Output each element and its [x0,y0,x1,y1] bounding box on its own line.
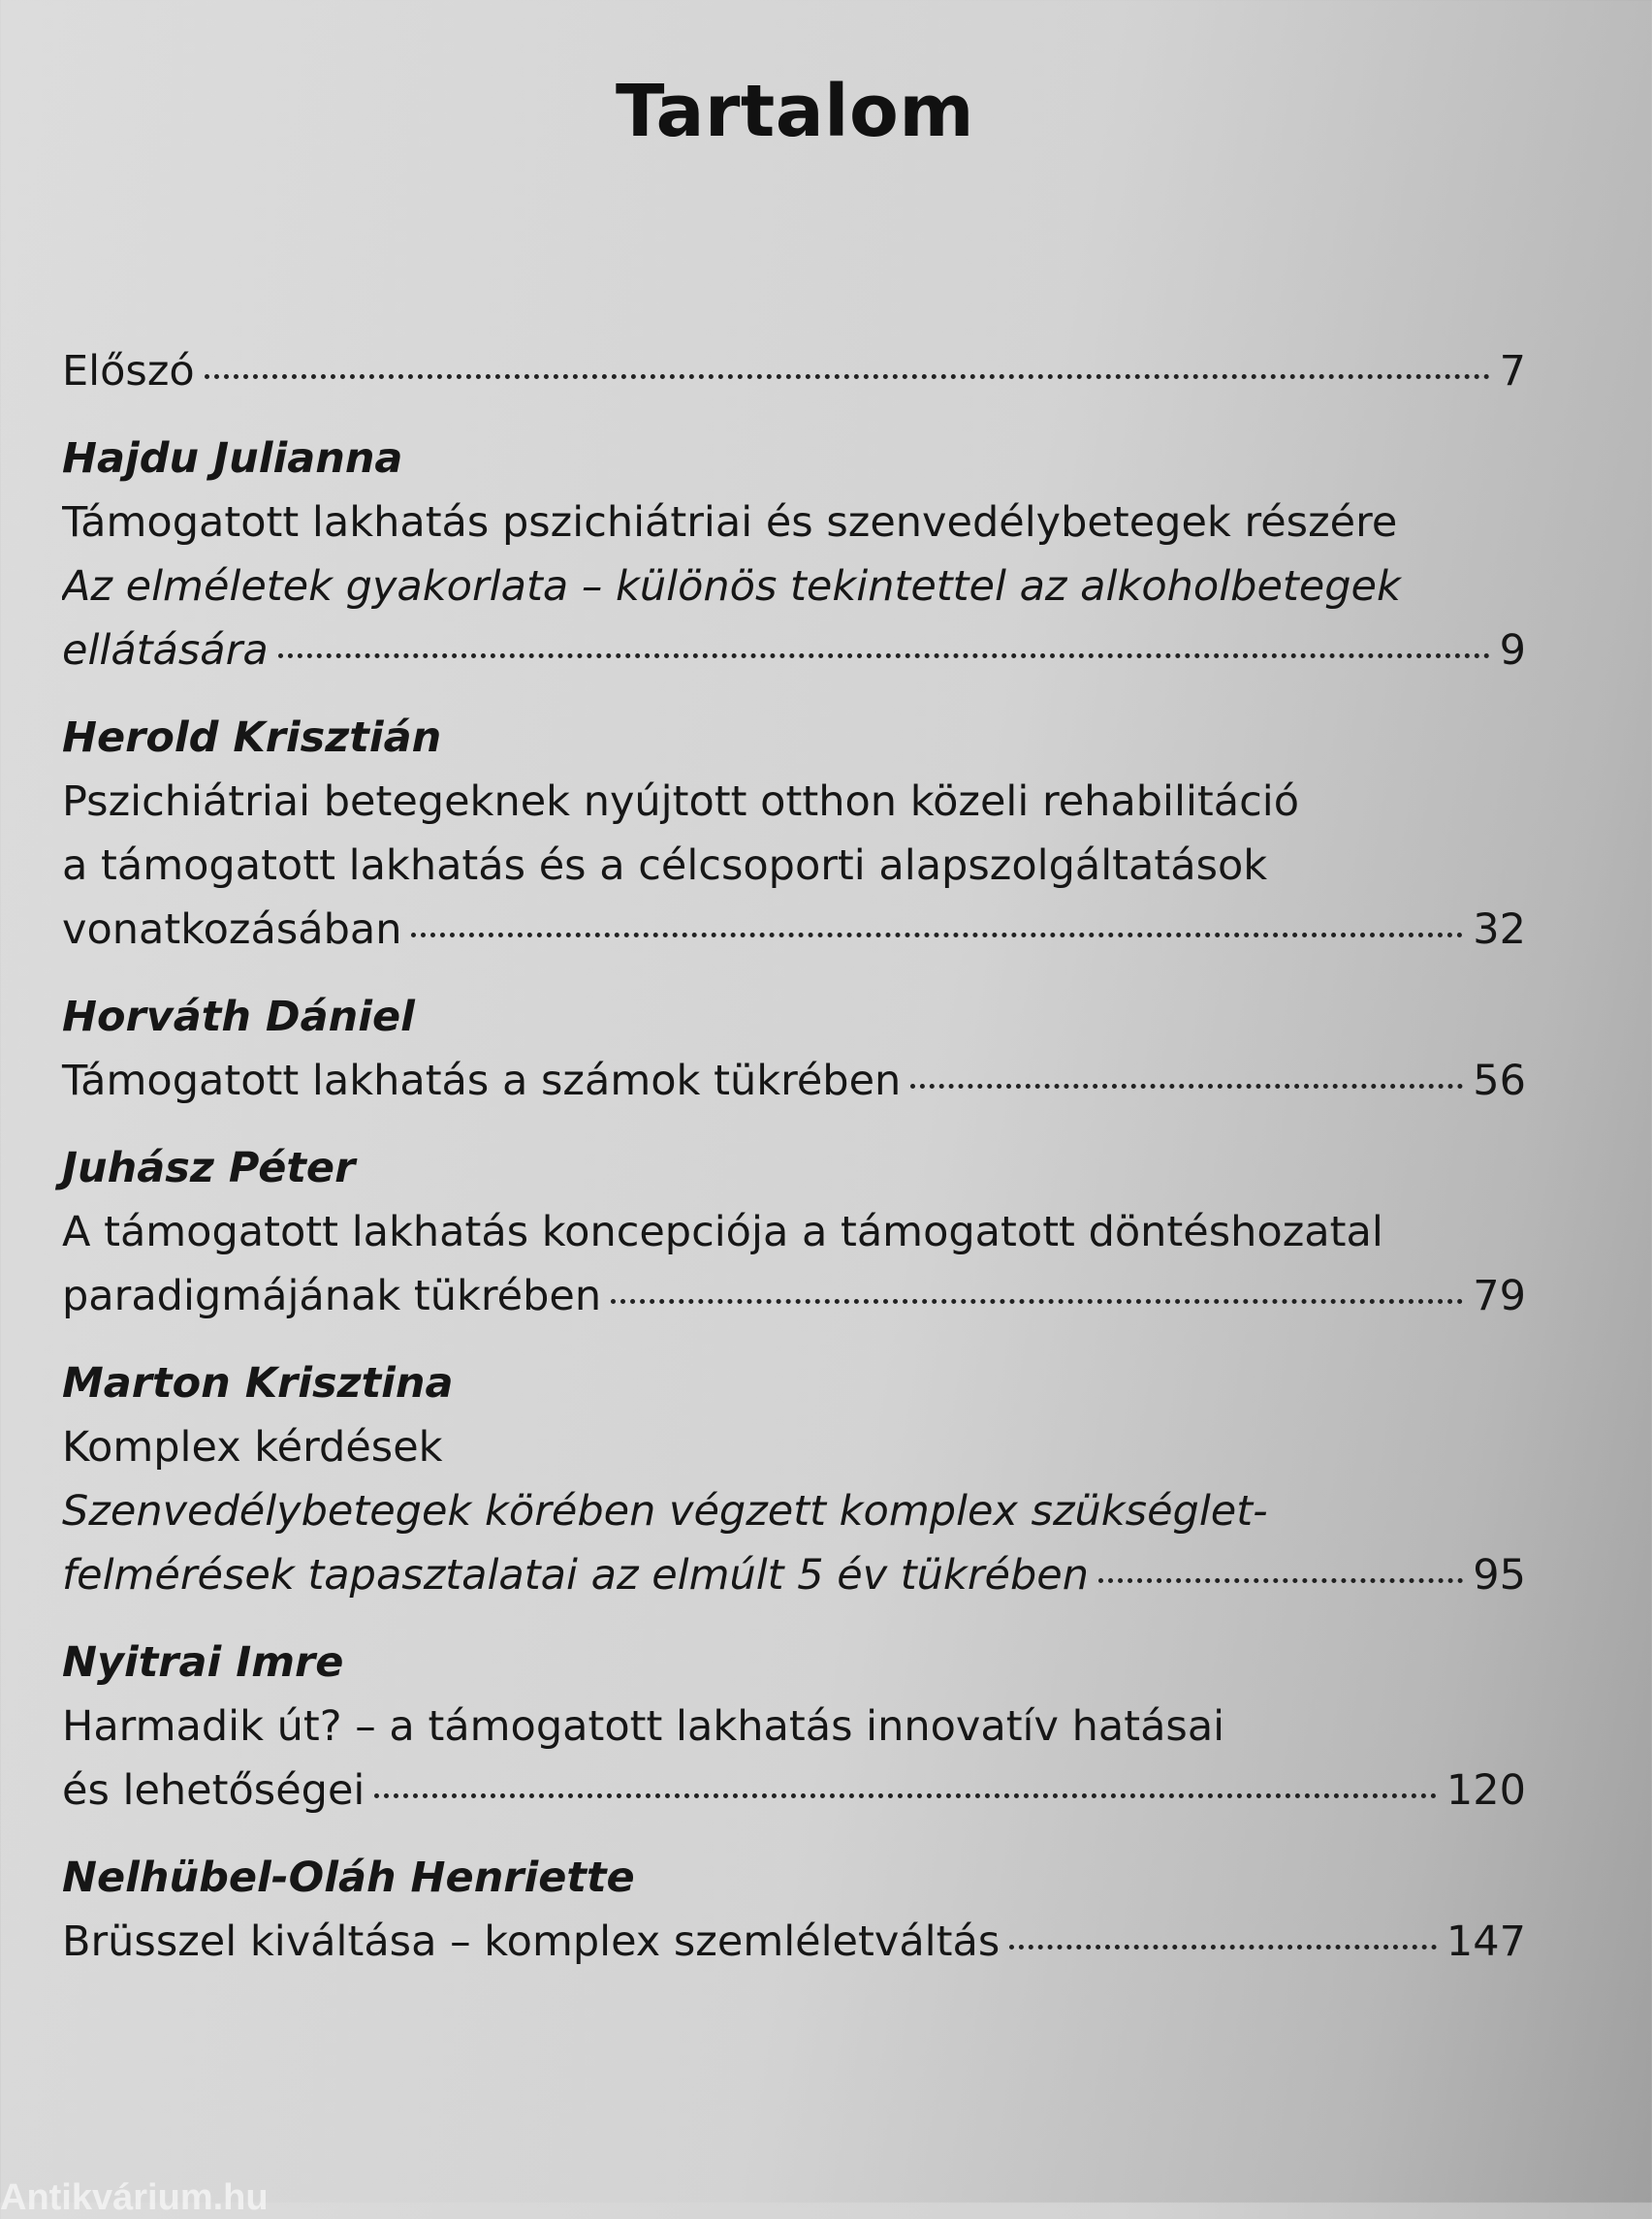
entry-final-text: paradigmájának tükrében [62,1272,602,1320]
entry-subtitle-line: Az elméletek gyakorlata – különös tekintettel az alkoholbetegek [62,562,1401,611]
dot-leader [910,1084,1463,1089]
dot-leader [411,933,1463,937]
entry-leader-line [62,1543,1526,1607]
entry-final-text: felmérések tapasztalatai az elmúlt 5 év tükrében [62,1551,1089,1600]
page-number: 95 [1473,1551,1526,1600]
entry-title-line: Harmadik út? – a támogatott lakhatás innovatív hatásai [62,1702,1225,1751]
dot-leader [1009,1945,1437,1950]
page-number: 79 [1473,1272,1526,1320]
entry-leader-line [62,1759,1526,1823]
entry-leader-line [62,1049,1526,1113]
page-number: 32 [1473,905,1526,954]
entry-author: Hajdu Julianna [62,434,403,483]
dot-leader [205,374,1490,379]
watermark: Antikvárium.hu [0,2177,269,2218]
entry-author: Herold Krisztián [62,713,442,762]
entry-final-text: vonatkozásában [62,905,402,954]
toc-entry [62,1631,1526,1823]
page-number: 147 [1446,1918,1526,1966]
toc-entry [62,1351,1526,1607]
entry-title-line: a támogatott lakhatás és a célcsoporti alapszolgáltatások [62,841,1268,890]
entry-subtitle-line: Szenvedélybetegek körében végzett komplex szükséglet- [62,1487,1268,1536]
page-number: 56 [1473,1057,1526,1105]
page-number: 7 [1499,347,1526,396]
entry-title-line: Támogatott lakhatás pszichiátriai és szenvedélybetegek részére [62,498,1398,547]
entry-title-line: Komplex kérdések [62,1423,443,1472]
entry-author: Marton Krisztina [62,1359,454,1408]
page-title: Tartalom [616,70,974,153]
page-number: 120 [1446,1766,1526,1815]
entry-leader-line [62,1910,1526,1974]
dot-leader [278,653,1490,658]
entry-title-line: Pszichiátriai betegeknek nyújtott otthon közeli rehabilitáció [62,777,1299,826]
page-number: 9 [1499,626,1526,675]
entry-final-text: ellátására [62,626,269,675]
entry-author: Nyitrai Imre [62,1638,344,1687]
dot-leader [1098,1578,1463,1583]
entry-leader-line [62,618,1526,682]
entry-leader-line [62,339,1526,403]
toc-entry [62,706,1526,962]
entry-title-line: A támogatott lakhatás koncepciója a támogatott döntéshozatal [62,1208,1383,1256]
toc-entry [62,339,1526,403]
toc-entry [62,1136,1526,1328]
toc-entry [62,985,1526,1113]
entry-author: Nelhübel-Oláh Henriette [62,1854,635,1902]
entry-final-text: Előszó [62,347,195,396]
entry-final-text: Támogatott lakhatás a számok tükrében [62,1057,902,1105]
toc-entry [62,427,1526,682]
entry-leader-line [62,898,1526,962]
entry-author: Horváth Dániel [62,993,415,1041]
entry-author: Juhász Péter [62,1144,356,1192]
entry-final-text: Brüsszel kiváltása – komplex szemléletváltás [62,1918,1001,1966]
entry-leader-line [62,1264,1526,1328]
entry-final-text: és lehetőségei [62,1766,365,1815]
toc-entry [62,1846,1526,1974]
table-of-contents [62,339,1526,1974]
dot-leader [374,1793,1437,1798]
dot-leader [611,1299,1463,1304]
